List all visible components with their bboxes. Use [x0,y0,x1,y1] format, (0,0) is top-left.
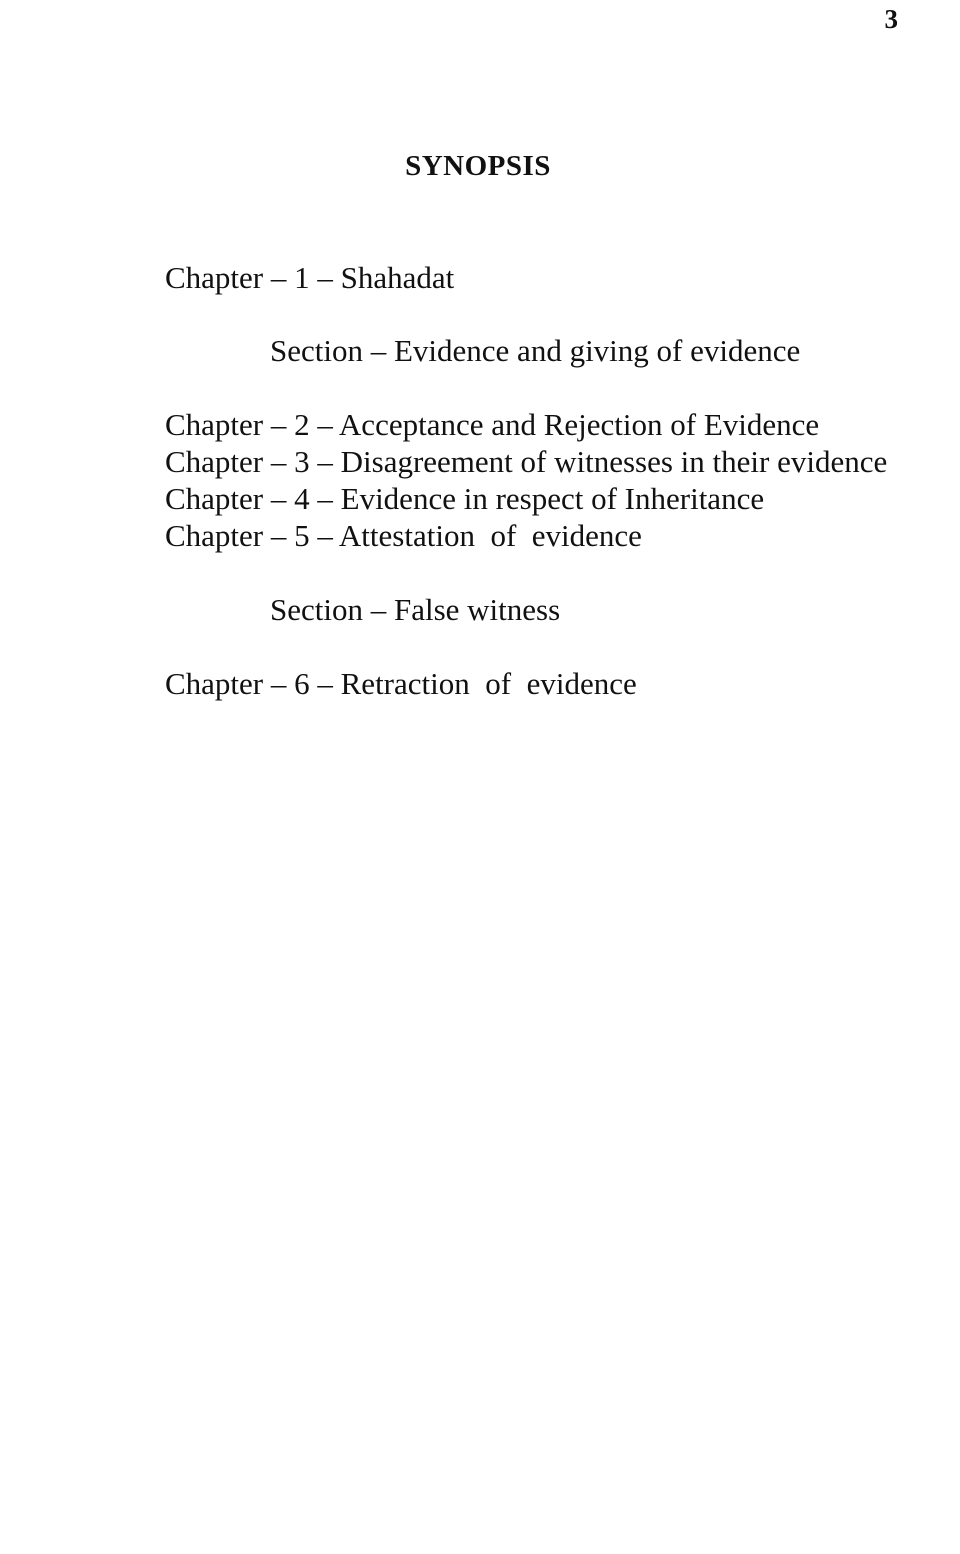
chapter-2-line: Chapter – 2 – Acceptance and Rejection of Evidence [165,407,820,442]
chapter-5-section-line: Section – False witness [270,592,561,627]
chapter-1-line: Chapter – 1 – Shahadat [165,260,455,295]
page-title: SYNOPSIS [405,150,551,182]
chapter-5-line: Chapter – 5 – Attestation of evidence [165,518,642,553]
chapter-3-line: Chapter – 3 – Disagreement of witnesses in their evidence [165,444,888,479]
chapter-4-line: Chapter – 4 – Evidence in respect of Inheritance [165,481,765,516]
page-number: 3 [884,4,898,34]
chapter-1-section-line: Section – Evidence and giving of evidence [270,333,801,368]
chapter-6-line: Chapter – 6 – Retraction of evidence [165,666,637,701]
